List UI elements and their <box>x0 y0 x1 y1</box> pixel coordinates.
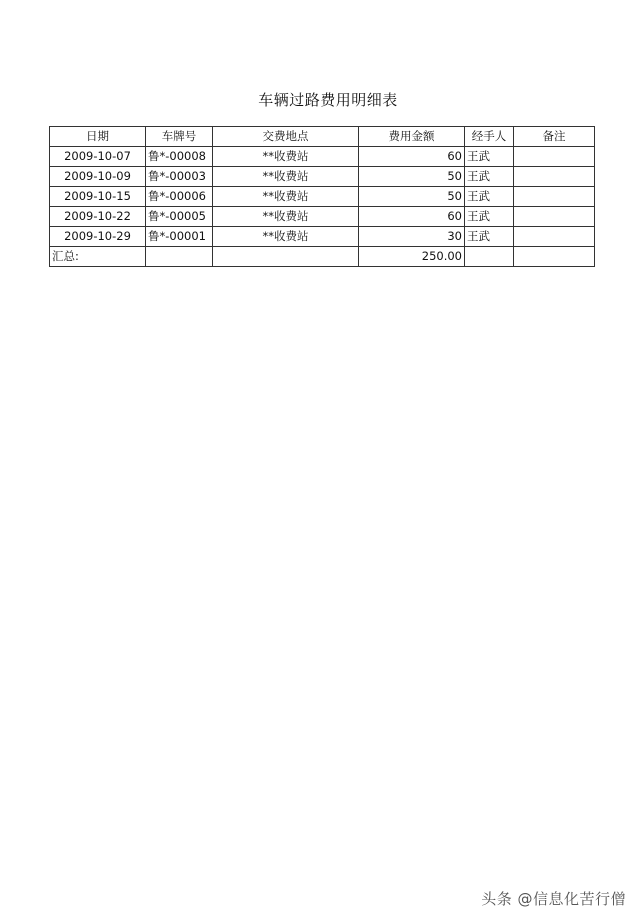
cell-handler: 王武 <box>465 187 514 207</box>
cell-plate: 鲁*-00005 <box>146 207 213 227</box>
cell-remark <box>514 187 595 207</box>
table-row <box>50 187 595 207</box>
table-row <box>50 167 595 187</box>
header-amount: 费用金额 <box>359 127 465 147</box>
header-remark: 备注 <box>514 127 595 147</box>
cell-station: **收费站 <box>213 227 359 247</box>
cell-amount: 60 <box>359 147 465 167</box>
summary-amount: 250.00 <box>359 247 465 267</box>
cell-date: 2009-10-29 <box>50 227 146 247</box>
cell-handler: 王武 <box>465 227 514 247</box>
cell-date: 2009-10-07 <box>50 147 146 167</box>
cell-plate: 鲁*-00006 <box>146 187 213 207</box>
table-row <box>50 207 595 227</box>
header-row <box>50 127 595 147</box>
summary-label: 汇总: <box>50 247 146 267</box>
watermark-text: 头条 @信息化苦行僧 <box>481 890 626 908</box>
header-plate: 车牌号 <box>146 127 213 147</box>
cell-remark <box>514 147 595 167</box>
cell-remark <box>514 227 595 247</box>
cell-handler: 王武 <box>465 167 514 187</box>
cell-amount: 50 <box>359 167 465 187</box>
cell-amount: 60 <box>359 207 465 227</box>
cell-station: **收费站 <box>213 167 359 187</box>
cell-amount: 50 <box>359 187 465 207</box>
summary-empty-cell <box>465 247 514 267</box>
summary-row <box>50 247 595 267</box>
cell-plate: 鲁*-00003 <box>146 167 213 187</box>
cell-plate: 鲁*-00008 <box>146 147 213 167</box>
summary-empty-cell <box>146 247 213 267</box>
cell-handler: 王武 <box>465 207 514 227</box>
cell-station: **收费站 <box>213 207 359 227</box>
cell-handler: 王武 <box>465 147 514 167</box>
cell-date: 2009-10-09 <box>50 167 146 187</box>
sheet-title: 车辆过路费用明细表 <box>258 91 398 109</box>
table-row <box>50 147 595 167</box>
summary-empty-cell <box>514 247 595 267</box>
header-station: 交费地点 <box>213 127 359 147</box>
header-date: 日期 <box>50 127 146 147</box>
cell-amount: 30 <box>359 227 465 247</box>
expense-table <box>49 126 595 267</box>
cell-station: **收费站 <box>213 187 359 207</box>
cell-plate: 鲁*-00001 <box>146 227 213 247</box>
summary-empty-cell <box>213 247 359 267</box>
cell-remark <box>514 207 595 227</box>
cell-remark <box>514 167 595 187</box>
cell-station: **收费站 <box>213 147 359 167</box>
header-handler: 经手人 <box>465 127 514 147</box>
cell-date: 2009-10-22 <box>50 207 146 227</box>
table-row <box>50 227 595 247</box>
cell-date: 2009-10-15 <box>50 187 146 207</box>
